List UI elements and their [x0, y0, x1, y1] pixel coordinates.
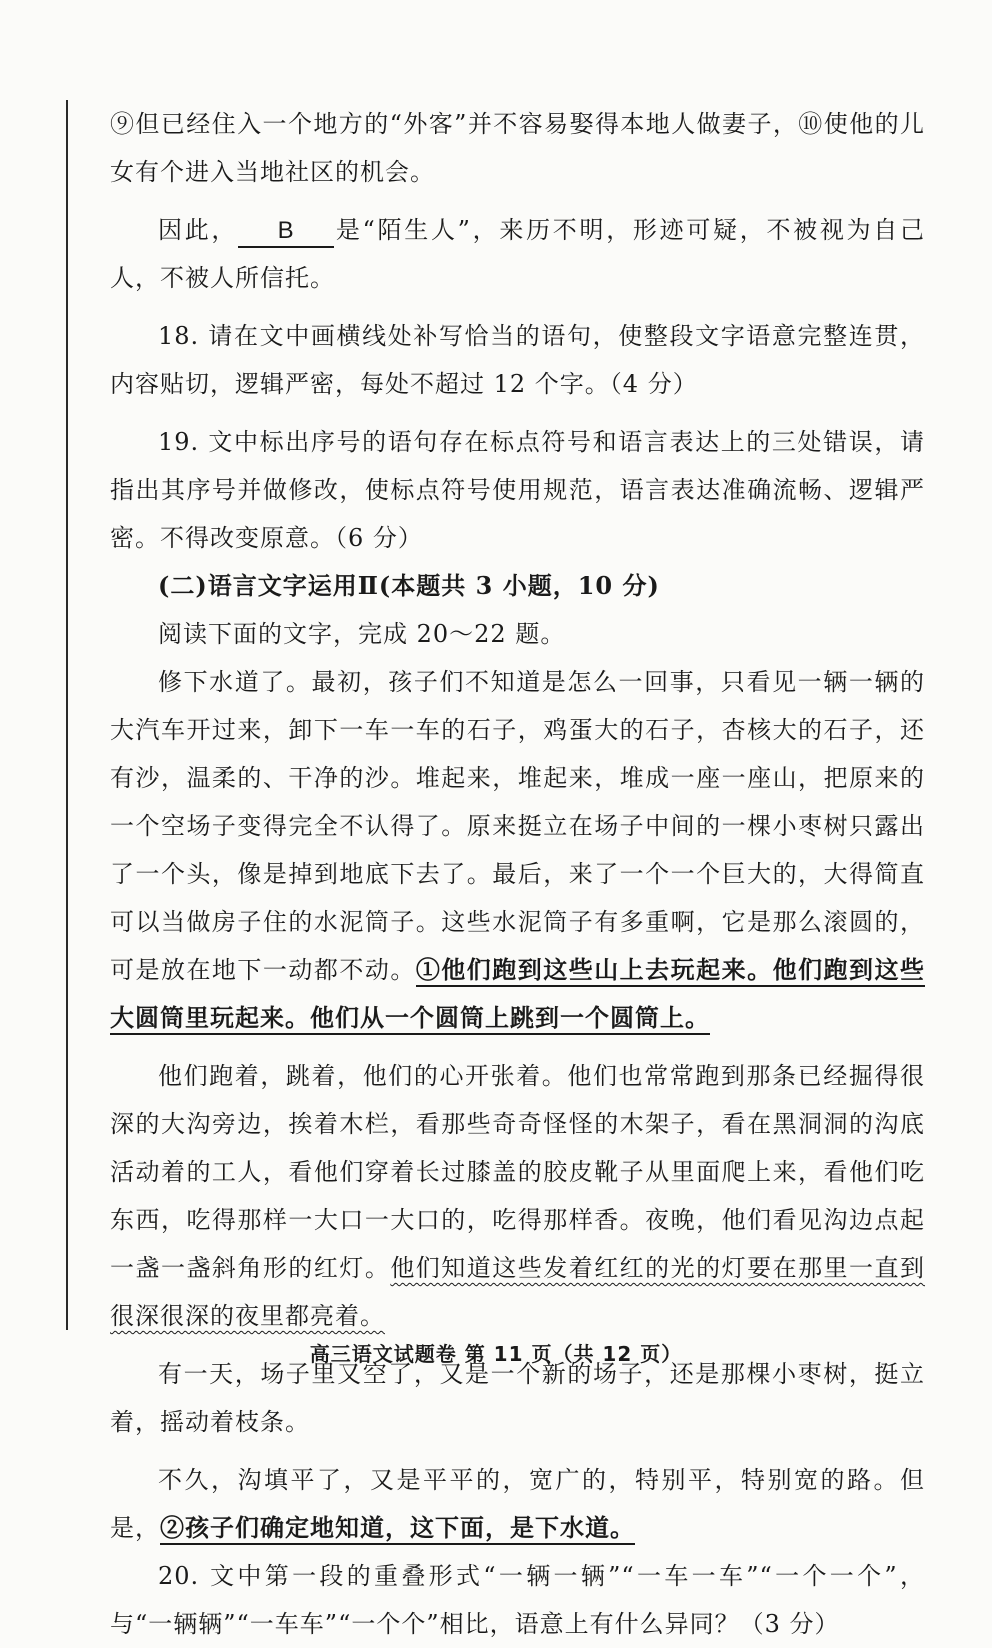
passage-paragraph-2-lead: 因此， [158, 216, 239, 244]
section-instruction: 阅读下面的文字，完成 20～22 题。 [158, 620, 566, 648]
page-footer: 高三语文试题卷 第 11 页（共 12 页） [309, 1342, 683, 1366]
reading-paragraph-2 [110, 1052, 925, 1340]
reading-paragraph-1-text: 修下水道了。最初，孩子们不知道是怎么一回事，只看见一辆一辆的大汽车开过来，卸下一车一车的石子，鸡蛋大的石子，杏核大的石子，还有沙，温柔的、干净的沙。堆起来，堆起来，堆成一座一座山，把原来的一个空场子变得完全不认得了。原来挺立在场子中间的一棵小枣树只露出了一个头，像是掉到地底下去了。最后，来了一个一个巨大的，大得简直可以当做房子住的水泥筒子。这些水泥筒子有多重啊，它是那么滚圆的，可是放在地下一动都不动。 [110, 668, 925, 984]
question-19: 19. 文中标出序号的语句存在标点符号和语言表达上的三处错误，请指出其序号并做修改，使标点符号使用规范，语言表达准确流畅、逻辑严密。不得改变原意。（6 分） [110, 428, 925, 552]
section-heading: (二)语言文字运用Ⅱ(本题共 3 小题，10 分) [158, 571, 660, 600]
passage-paragraph-2-rest: 是“陌生人”，来历不明，形迹可疑，不被视为自己人，不被人所信托。 [110, 216, 926, 292]
binding-margin-line [66, 100, 68, 1330]
question-20: 20. 文中第一段的重叠形式“一辆一辆”“一车一车”“一个一个”，与“一辆辆”“一车车”“一个个”相比，语意上有什么异同？（3 分） [110, 1562, 925, 1638]
reading-paragraph-1 [110, 658, 925, 1042]
reading-paragraph-2-text: 他们跑着，跳着，他们的心开张着。他们也常常跑到那条已经掘得很深的大沟旁边，挨着木栏，看那些奇奇怪怪的木架子，看在黑洞洞的沟底活动着的工人，看他们穿着长过膝盖的胶皮靴子从里面爬上来，看他们吃东西，吃得那样一大口一大口的，吃得那样香。夜晚，他们看见沟边点起一盏一盏斜角形的红灯。 [110, 1062, 925, 1282]
reading-paragraph-3: 有一天，场子里又空了，又是一个新的场子，还是那棵小枣树，挺立着，摇动着枝条。 [110, 1360, 925, 1436]
marked-sentence-2: ②孩子们确定地知道，这下面，是下水道。 [160, 1513, 635, 1545]
marked-sentence-1: ①他们跑到这些山上去玩起来。他们跑到这些大圆筒里玩起来。他们从一个圆筒上跳到一个圆筒上。 [110, 955, 925, 1035]
reading-paragraph-4-text: 不久，沟填平了，又是平平的，宽广的，特别平，特别宽的路。但是， [110, 1466, 925, 1542]
wavy-underlined-sentence: 他们知道这些发着红红的光的灯要在那里一直到很深很深的夜里都亮着。 [110, 1254, 926, 1330]
answer-blank-b: B [238, 216, 334, 248]
passage-paragraph-2 [110, 206, 925, 302]
passage-paragraph-1: ⑨但已经住入一个地方的“外客”并不容易娶得本地人做妻子，⑩使他的儿女有个进入当地社区的机会。 [110, 110, 925, 186]
reading-paragraph-4 [110, 1456, 925, 1552]
exam-page-content [110, 100, 925, 1648]
question-18: 18. 请在文中画横线处补写恰当的语句，使整段文字语意完整连贯，内容贴切，逻辑严密，每处不超过 12 个字。（4 分） [110, 322, 925, 398]
